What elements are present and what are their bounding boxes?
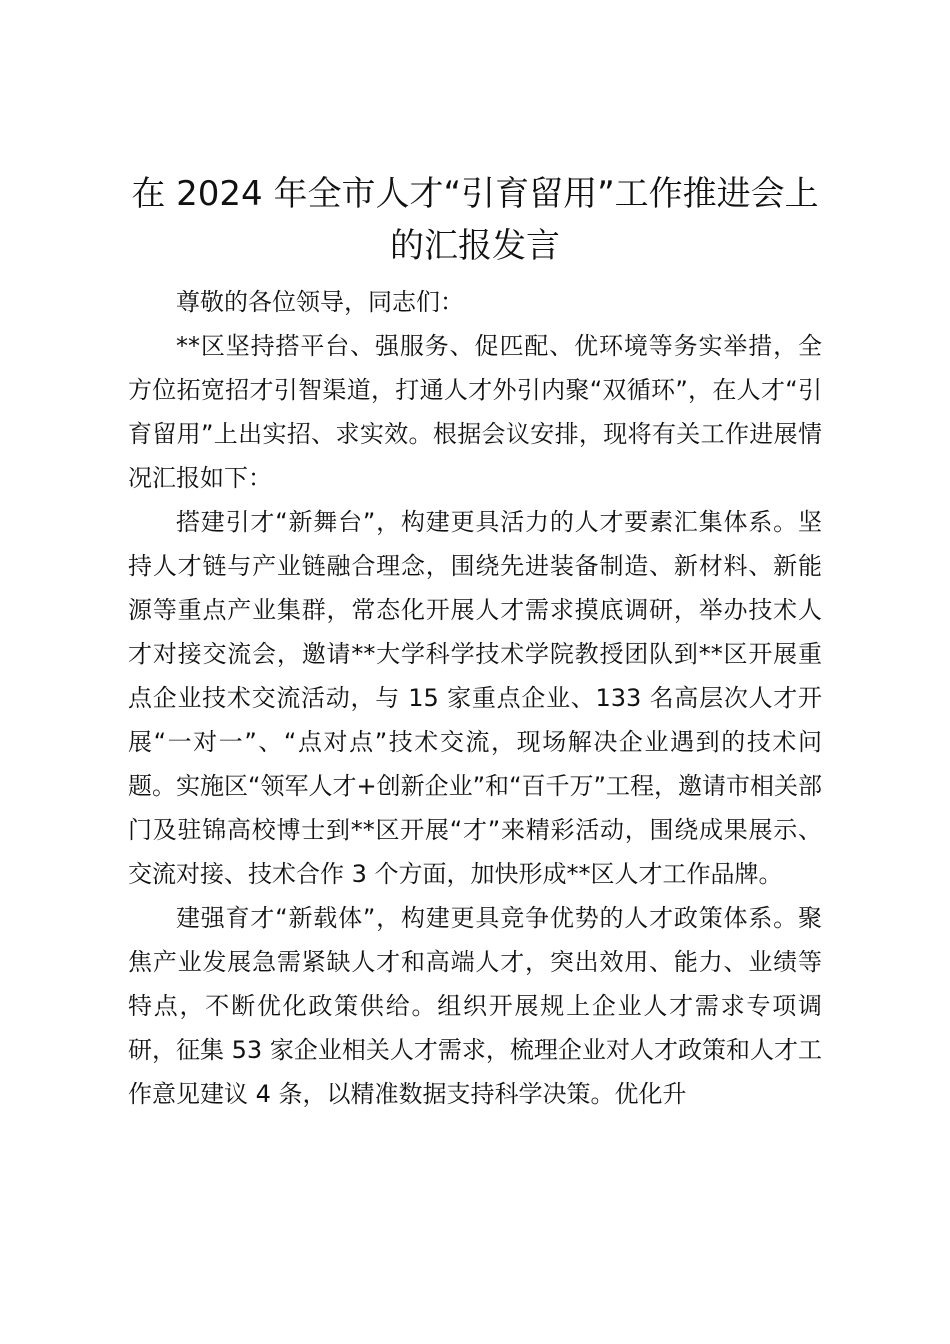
document-body [128,168,822,1116]
paragraph-talent-policy: 建强育才“新载体”，构建更具竞争优势的人才政策体系。聚焦产业发展急需紧缺人才和高端人才，突出效用、能力、业绩等特点，不断优化政策供给。组织开展规上企业人才需求专项调研，征集 53 家企业相关人才需求，梳理企业对人才政策和人才工作意见建议 4 条，以精准数据支持科学决策。优化升 [128,904,822,1108]
salutation: 尊敬的各位领导，同志们： [176,288,464,316]
document-title: 在 2024 年全市人才“引育留用”工作推进会上的汇报发言 [131,174,819,266]
paragraph-intro: **区坚持搭平台、强服务、促匹配、优环境等务实举措，全方位拓宽招才引智渠道，打通人才外引内聚“双循环”，在人才“引育留用”上出实招、求实效。根据会议安排，现将有关工作进展情况汇报如下： [128,332,822,492]
paragraph-talent-platform: 搭建引才“新舞台”，构建更具活力的人才要素汇集体系。坚持人才链与产业链融合理念，围绕先进装备制造、新材料、新能源等重点产业集群，常态化开展人才需求摸底调研，举办技术人才对接交流会，邀请**大学科学技术学院教授团队到**区开展重点企业技术交流活动，与 15 家重点企业、133 名高层次人才开展“一对一”、“点对点”技术交流，现场解决企业遇到的技术问题。实施区“领军人才+创新企业”和“百千万”工程，邀请市相关部门及驻锦高校博士到**区开展“才”来精彩活动，围绕成果展示、交流对接、技术合作 3 个方面，加快形成**区人才工作品牌。 [128,508,822,888]
